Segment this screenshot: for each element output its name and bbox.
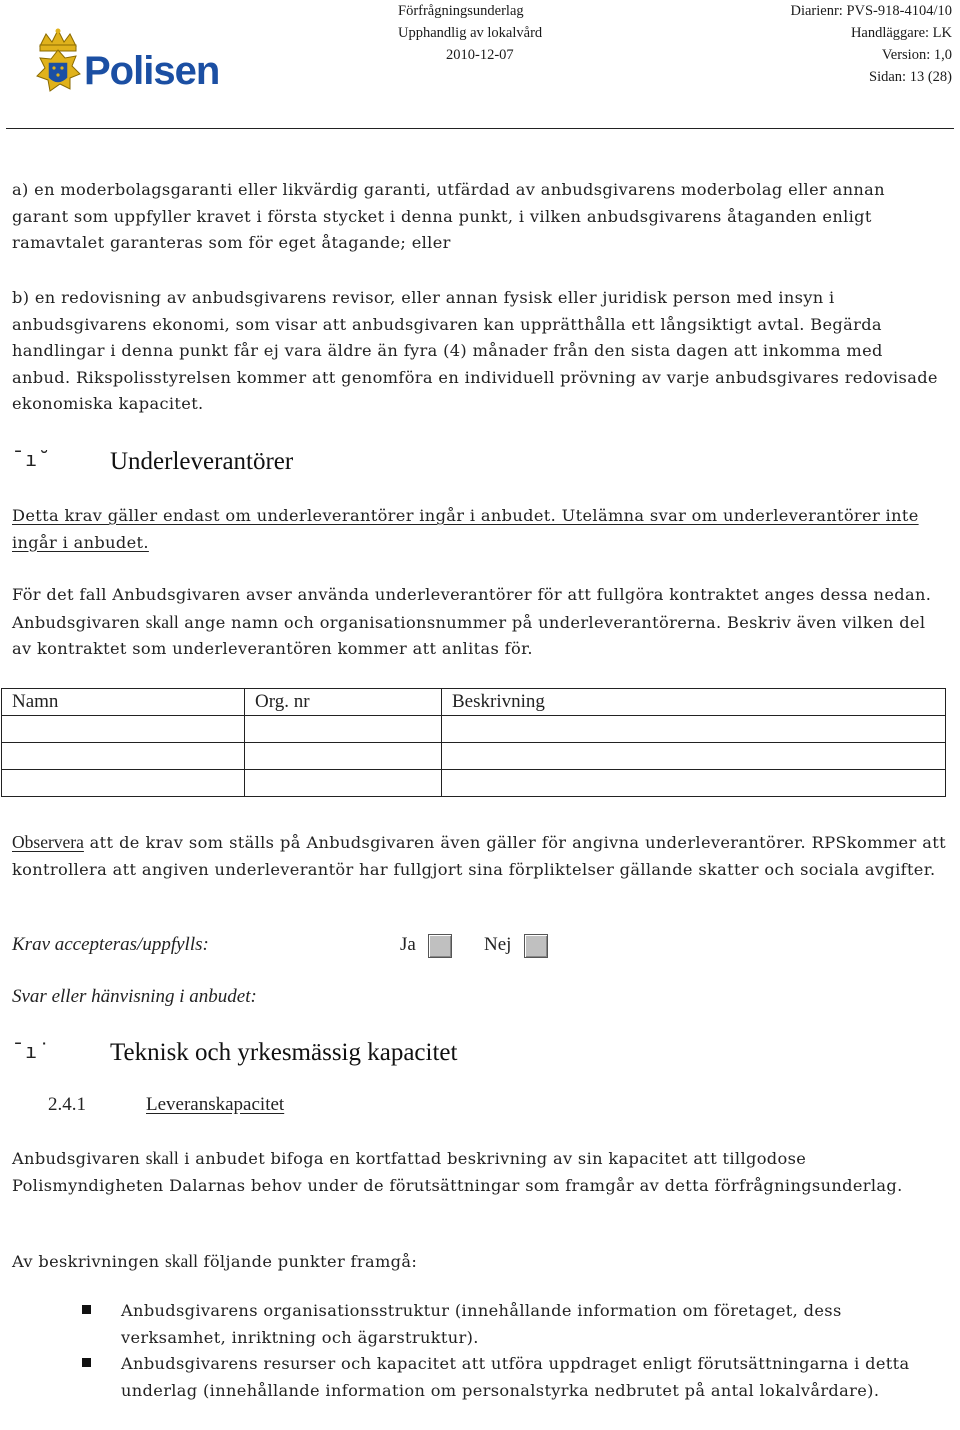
section-number: ¯ı˘ xyxy=(12,447,52,471)
page-number: Sidan: 13 (28) xyxy=(869,69,952,85)
paragraph-d: Anbudsgivaren skall i anbudet bifoga en kortfattad beskrivning av sin kapacitet att tillgodose Polismyndigheten Dalarnas behov under de förutsättningar som framgår av detta förfrågningsunderlag. xyxy=(12,1148,903,1195)
list-item: Anbudsgivarens organisationsstruktur (innehållande information om företaget, dess verksamhet, inriktning och ägarstruktur). xyxy=(0,1298,930,1351)
paragraph-e: Av beskrivningen skall följande punkter framgå: xyxy=(12,1251,418,1271)
subsection-heading: Leveranskapacitet xyxy=(146,1094,285,1115)
skall-word: skall xyxy=(145,1148,179,1168)
answer-label: Svar eller hänvisning i anbudet: xyxy=(12,986,257,1007)
paragraph-b: b) en redovisning av anbudsgivarens revisor, eller annan fysisk eller juridisk person med insyn i anbudsgivarens ekonomi, som visar att anbudsgivaren kan upprätthålla ett långsiktigt avtal. Begärda handlingar i denna punkt får ej vara äldre än fyra (4) månader från den sista dagen att inkomma med anbud. Rikspolisstyrelsen kommer att genomföra en individuell prövning av varje anbudsgivares redovisade ekonomiska kapacitet. xyxy=(12,288,938,413)
procurement-title: Upphandlig av lokalvård xyxy=(398,25,543,41)
header-right xyxy=(791,0,953,88)
table-row xyxy=(2,716,946,743)
header-org-nr: Org. nr xyxy=(245,689,442,716)
cell-name[interactable] xyxy=(2,716,245,743)
list-item: Anbudsgivarens resurser och kapacitet att utföra uppdraget enligt förutsättningarna i detta underlag (innehållande information om personalstyrka nedbrutet på antal lokalvårdare). xyxy=(0,1351,930,1404)
requirement-list xyxy=(0,1298,930,1404)
skall-word: skall xyxy=(164,1251,198,1271)
handler: Handläggare: LK xyxy=(850,25,952,41)
table-row xyxy=(2,743,946,770)
cell-org-nr[interactable] xyxy=(245,743,442,770)
doc-type: Förfrågningsunderlag xyxy=(398,3,524,19)
paragraph-a: a) en moderbolagsgaranti eller likvärdig garanti, utfärdad av anbudsgivarens moderbolag eller annan garant som uppfyller kravet i första stycket i denna punkt, i vilken anbudsgivarens åtaganden enligt ramavtalet garanteras som för eget åtagande; eller xyxy=(12,180,885,252)
subsection-number: 2.4.1 xyxy=(48,1094,86,1115)
police-star-icon xyxy=(37,50,80,91)
cell-org-nr[interactable] xyxy=(245,716,442,743)
no-label: Nej xyxy=(484,934,512,955)
cell-description[interactable] xyxy=(442,770,946,797)
observe-word: Observera xyxy=(12,832,84,852)
square-bullet-icon xyxy=(82,1358,91,1367)
square-bullet-icon xyxy=(82,1305,91,1314)
header-divider xyxy=(6,128,954,129)
observe-paragraph: Observera att de krav som ställs på Anbudsgivaren även gäller för angivna underleverantörer. RPSkommer att kontrollera att angiven underleverantör har fullgjort sina förpliktelser gällande skatter och sociala avgifter. xyxy=(12,832,946,879)
cell-description[interactable] xyxy=(442,743,946,770)
section-heading: Underleverantörer xyxy=(110,448,294,475)
diary-number: Diarienr: PVS-918-4104/10 xyxy=(790,3,952,19)
header-middle xyxy=(398,0,542,66)
cell-org-nr[interactable] xyxy=(245,770,442,797)
cell-name[interactable] xyxy=(2,743,245,770)
yes-label: Ja xyxy=(400,934,416,955)
subcontractor-table xyxy=(1,688,946,797)
table-row xyxy=(2,770,946,797)
cell-description[interactable] xyxy=(442,716,946,743)
yes-checkbox[interactable] xyxy=(428,934,452,958)
requirement-label: Krav accepteras/uppfylls: xyxy=(12,934,209,955)
page-header xyxy=(0,0,960,128)
notice-text: Detta krav gäller endast om underleverantörer ingår i anbudet. Utelämna svar om underleverantörer inte ingår i anbudet. xyxy=(12,506,919,552)
paragraph-c: För det fall Anbudsgivaren avser använda underleverantörer för att fullgöra kontraktet anges dessa nedan. Anbudsgivaren skall ange namn och organisationsnummer på underleverantörerna. Beskriv även vilken del av kontraktet som underleverantören kommer att anlitas för. xyxy=(12,585,932,658)
crown-icon xyxy=(40,29,76,52)
doc-date: 2010-12-07 xyxy=(446,47,514,63)
section-number: ¯ı˙ xyxy=(12,1039,52,1063)
table-header-row xyxy=(2,689,946,716)
version: Version: 1,0 xyxy=(881,47,952,63)
polisen-logo xyxy=(18,28,248,114)
logo-text: Polisen xyxy=(84,49,220,93)
section-heading: Teknisk och yrkesmässig kapacitet xyxy=(110,1039,458,1066)
cell-name[interactable] xyxy=(2,770,245,797)
header-description: Beskrivning xyxy=(442,689,946,716)
header-name: Namn xyxy=(2,689,245,716)
no-checkbox[interactable] xyxy=(524,934,548,958)
skall-word: skall xyxy=(145,611,179,632)
